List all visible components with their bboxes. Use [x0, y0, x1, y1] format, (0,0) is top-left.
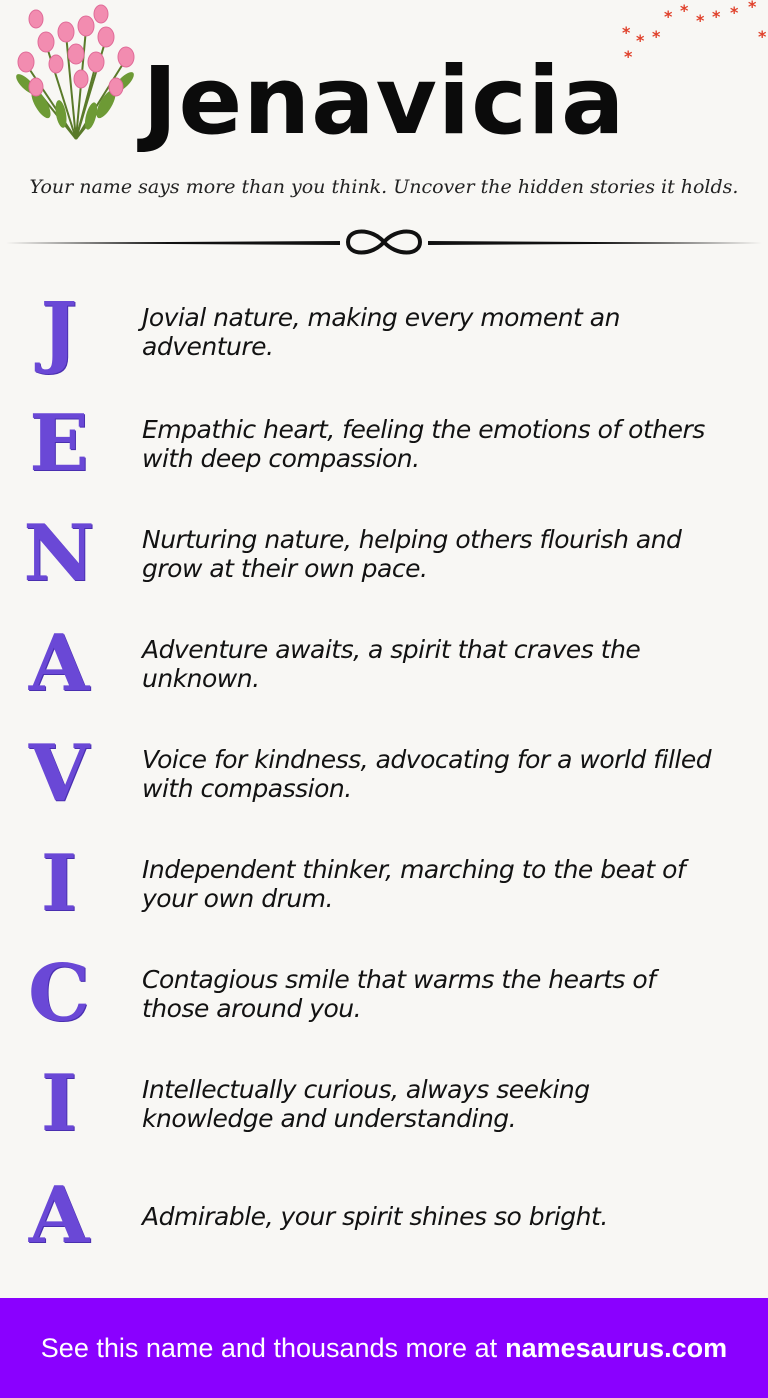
list-item	[0, 834, 768, 934]
letter-description: Admirable, your spirit shines so bright.	[142, 1201, 608, 1231]
site-link[interactable]: namesaurus.com	[505, 1332, 728, 1363]
svg-text:*: *	[624, 47, 633, 66]
page-title: Jenavicia	[142, 47, 626, 156]
initial-letter: J	[40, 286, 78, 377]
initial-letter: A	[28, 618, 90, 709]
list-item	[0, 724, 768, 824]
svg-text:*: *	[680, 1, 689, 20]
svg-text:*: *	[696, 11, 705, 30]
header	[0, 0, 768, 170]
svg-text:*: *	[730, 3, 739, 22]
list-item	[0, 394, 768, 494]
infinity-ornament-icon	[0, 222, 768, 262]
svg-text:*: *	[652, 27, 661, 46]
letter-description: Nurturing nature, helping others flourish and grow at their own pace.	[142, 525, 682, 583]
list-item	[0, 944, 768, 1044]
footer-banner[interactable]	[0, 1298, 768, 1398]
svg-text:*: *	[758, 27, 767, 46]
list-item	[0, 504, 768, 604]
initial-letter: A	[28, 1170, 90, 1261]
list-item	[0, 614, 768, 714]
svg-text:*: *	[712, 7, 721, 26]
letter-description: Jovial nature, making every moment an adventure.	[142, 303, 620, 361]
letter-description: Adventure awaits, a spirit that craves the unknown.	[142, 635, 641, 693]
svg-text:*: *	[664, 7, 673, 26]
list-item	[0, 1054, 768, 1154]
initial-letter: I	[40, 1058, 78, 1149]
letter-description: Contagious smile that warms the hearts of those around you.	[142, 965, 656, 1023]
initial-letter: V	[28, 728, 90, 819]
letter-description: Voice for kindness, advocating for a world filled with compassion.	[142, 745, 712, 803]
initial-letter: N	[23, 508, 95, 599]
svg-text:*: *	[636, 31, 645, 50]
list-item	[0, 1166, 768, 1266]
initial-letter: E	[29, 398, 89, 489]
tagline: Your name says more than you think. Uncover the hidden stories it holds.	[29, 176, 739, 198]
initial-letter: I	[40, 838, 78, 929]
letter-description: Empathic heart, feeling the emotions of others with deep compassion.	[142, 415, 705, 473]
initial-letter: C	[27, 948, 91, 1039]
svg-text:*: *	[748, 0, 757, 16]
svg-text:*: *	[622, 23, 631, 42]
list-item	[0, 282, 768, 382]
letter-description: Independent thinker, marching to the beat of your own drum.	[142, 855, 686, 913]
footer-text: See this name and thousands more at	[40, 1332, 498, 1363]
letter-description: Intellectually curious, always seeking knowledge and understanding.	[142, 1075, 590, 1133]
